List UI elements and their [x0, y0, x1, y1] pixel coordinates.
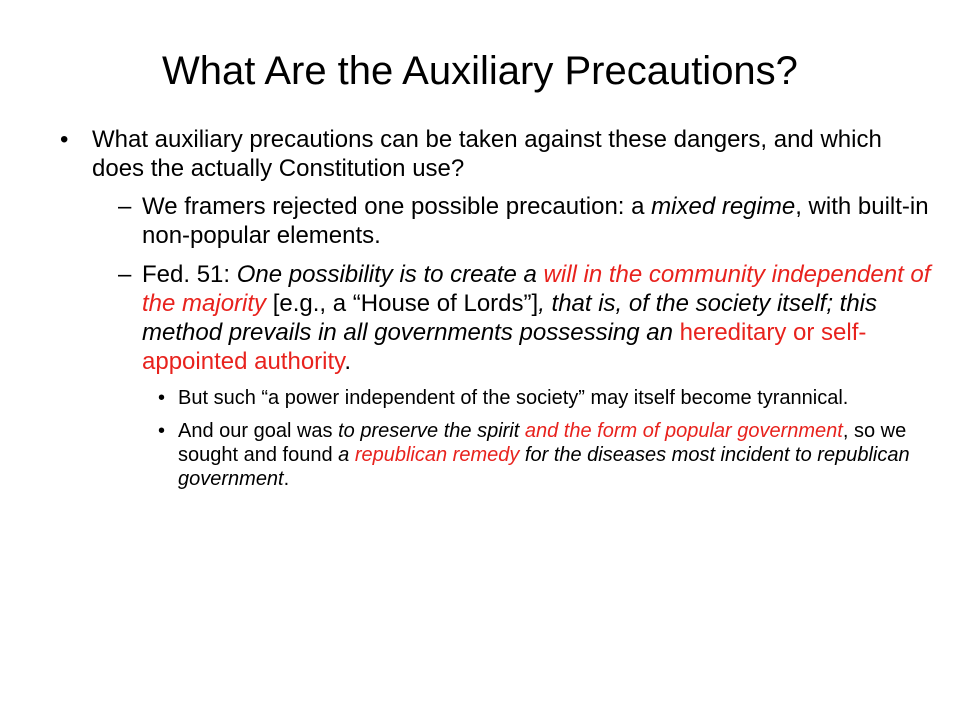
bullet-level1 [60, 125, 940, 183]
bullet-text: But such “a power independent of the society” may itself become tyrannical. [178, 387, 849, 409]
italic-run: mixed regime [651, 193, 796, 220]
text-run: [e.g., a “House of Lords”] [266, 290, 539, 317]
slide-body [60, 125, 940, 500]
subbullet-mixed-regime [118, 192, 932, 250]
red-italic-run: and the form of popular government [519, 420, 843, 442]
italic-run: a [338, 444, 355, 466]
italic-run: , that is, of the society itself; this method prevails in all governments possessing an [142, 290, 877, 346]
italic-run: One possibility is to create a [236, 261, 544, 288]
subsubbullet-tyrannical [158, 386, 938, 410]
dash-marker: – [118, 261, 132, 288]
text-run: . [283, 468, 290, 490]
bullet-marker: • [60, 126, 69, 153]
text-run: , so we sought and found [178, 420, 907, 466]
text-run: Fed. 51: [142, 261, 237, 288]
subbullet-fed51 [118, 260, 932, 376]
red-run: hereditary or self-appointed authority [142, 319, 867, 375]
dash-marker: – [118, 193, 132, 220]
red-italic-run: republican remedy [354, 444, 520, 466]
text-run: And our goal was [178, 420, 339, 442]
bullet-marker: • [158, 420, 166, 442]
subsubbullet-goal [158, 419, 938, 491]
bullet-marker: • [158, 387, 166, 409]
slide-title: What Are the Auxiliary Precautions? [162, 49, 798, 93]
bullet-text: What auxiliary precautions can be taken against these dangers, and which does the actually Constitution use? [92, 126, 882, 182]
italic-run: for the diseases most incident to republican government [178, 444, 910, 490]
text-run: We framers rejected one possible precaution: a [142, 193, 652, 220]
red-italic-run: will in the community independent of the majority [142, 261, 931, 317]
italic-run: to preserve the spirit [338, 420, 520, 442]
text-run: , with built-in non-popular elements. [142, 193, 929, 249]
text-run: . [344, 348, 352, 375]
